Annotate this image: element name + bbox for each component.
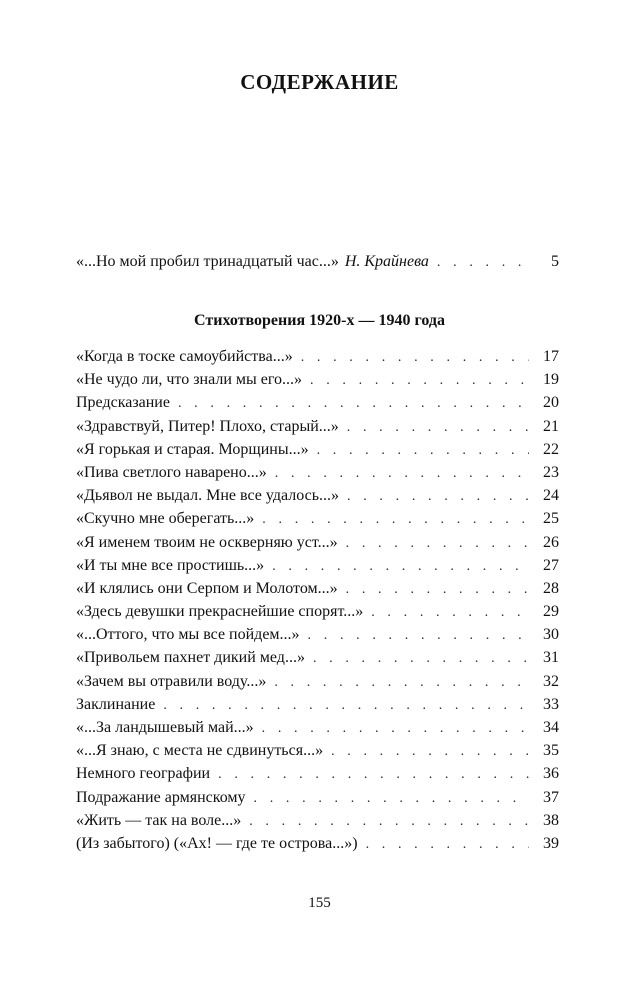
dot-leader: [366, 833, 529, 856]
section-heading: Стихотворения 1920-х — 1940 года: [194, 312, 445, 329]
intro-entry-author: Н. Крайнева: [344, 253, 429, 270]
dot-leader: [371, 601, 529, 624]
dot-leader: [262, 508, 529, 531]
toc-entry-page: 26: [543, 533, 559, 551]
toc-entry-label: Предсказание: [76, 394, 170, 412]
toc-entry-label: «Привольем пахнет дикий мед...»: [76, 649, 305, 667]
dot-leader: [313, 647, 529, 670]
toc-entry-page: 23: [543, 463, 559, 481]
toc-entry-label: «Скучно мне оберегать...»: [76, 510, 255, 528]
toc-entry-page: 33: [543, 695, 559, 713]
toc-entry: [76, 693, 559, 716]
dot-leader: [178, 392, 529, 415]
toc-entry-label: «Здравствуй, Питер! Плохо, старый...»: [76, 417, 339, 435]
intro-entry-page: 5: [551, 253, 559, 270]
toc-entry-label: «...Я знаю, с места не сдвинуться...»: [76, 742, 324, 760]
toc-entry: [76, 739, 559, 762]
toc-entry: [76, 368, 559, 391]
toc-entry: [76, 600, 559, 623]
toc-entry-page: 25: [543, 510, 559, 528]
dot-leader: [310, 369, 529, 392]
dot-leader: [163, 694, 529, 717]
dot-leader: [437, 255, 529, 271]
dot-leader: [275, 462, 529, 485]
toc-entry: [76, 646, 559, 669]
toc-entry-page: 36: [543, 765, 559, 783]
toc-entry-page: 34: [543, 719, 559, 736]
toc-entry: [76, 415, 559, 438]
toc-entry-label: «Зачем вы отравили воду...»: [76, 672, 267, 690]
toc-entry: [76, 832, 559, 855]
toc-entry-label: «Когда в тоске самоубийства...»: [76, 348, 293, 365]
toc-entry-page: 32: [543, 672, 559, 690]
toc-entry: [76, 484, 559, 507]
toc-entry-label: «...Оттого, что мы все пойдем...»: [76, 626, 300, 644]
toc-entry-page: 20: [543, 394, 559, 412]
toc-entry-label: Подражание армянскому: [76, 788, 246, 806]
dot-leader: [317, 439, 529, 462]
toc-entry: [76, 531, 559, 554]
toc-entry-label: «Я именем твоим не оскверняю уст...»: [76, 533, 338, 551]
toc-entry-page: 28: [543, 579, 559, 597]
intro-entry-label: «...Но мой пробил тринадцатый час...»: [76, 253, 339, 270]
toc-entry-page: 24: [543, 487, 559, 505]
dot-leader: [218, 763, 529, 786]
page-number: 155: [308, 895, 331, 911]
toc-entry-page: 17: [543, 348, 559, 365]
dot-leader: [346, 532, 529, 555]
toc-entry: [76, 507, 559, 530]
toc-entry-label: «Пива светлого наварено...»: [76, 463, 267, 481]
dot-leader: [254, 787, 529, 810]
toc-entry: [76, 809, 559, 832]
toc-entry-label: «И клялись они Серпом и Молотом...»: [76, 579, 338, 597]
dot-leader: [347, 416, 529, 439]
toc-entry: [76, 670, 559, 693]
toc-entry-label: «Здесь девушки прекраснейшие спорят...»: [76, 603, 364, 621]
toc-entry-page: 38: [543, 811, 559, 829]
dot-leader: [347, 485, 529, 508]
toc-entry-page: 39: [543, 834, 559, 852]
table-of-contents: [76, 345, 559, 855]
toc-entry: [76, 623, 559, 646]
toc-entry-page: 27: [543, 556, 559, 574]
toc-entry: [76, 345, 559, 368]
toc-entry-label: «Я горькая и старая. Морщины...»: [76, 440, 309, 458]
toc-entry-label: Заклинание: [76, 695, 156, 713]
dot-leader: [301, 346, 529, 369]
intro-entry: [76, 253, 559, 271]
toc-entry: [76, 391, 559, 414]
toc-entry-page: 31: [543, 649, 559, 667]
toc-entry-page: 29: [543, 603, 559, 621]
toc-entry-label: «Не чудо ли, что знали мы его...»: [76, 371, 303, 389]
toc-entry-label: (Из забытого) («Ах! — где те острова...»): [76, 834, 358, 852]
toc-entry: [76, 786, 559, 809]
toc-entry-page: 21: [543, 417, 559, 435]
toc-entry-label: «И ты мне все простишь...»: [76, 556, 265, 574]
dot-leader: [249, 810, 529, 833]
dot-leader: [274, 671, 529, 694]
toc-entry-page: 22: [543, 440, 559, 458]
toc-entry: [76, 577, 559, 600]
dot-leader: [308, 624, 529, 647]
toc-entry-page: 19: [543, 371, 559, 389]
dot-leader: [272, 555, 529, 578]
toc-entry-label: Немного географии: [76, 765, 211, 783]
page-title: СОДЕРЖАНИЕ: [240, 70, 399, 94]
toc-entry-label: «...За ландышевый май...»: [76, 719, 254, 736]
toc-entry: [76, 762, 559, 785]
dot-leader: [262, 717, 529, 740]
toc-entry: [76, 716, 559, 739]
dot-leader: [346, 578, 529, 601]
toc-entry: [76, 438, 559, 461]
toc-entry: [76, 461, 559, 484]
toc-entry-page: 35: [543, 742, 559, 760]
toc-entry-page: 37: [543, 788, 559, 806]
toc-entry-label: «Жить — так на воле...»: [76, 811, 242, 829]
toc-entry: [76, 554, 559, 577]
dot-leader: [331, 740, 529, 763]
toc-entry-label: «Дьявол не выдал. Мне все удалось...»: [76, 487, 340, 505]
toc-entry-page: 30: [543, 626, 559, 644]
